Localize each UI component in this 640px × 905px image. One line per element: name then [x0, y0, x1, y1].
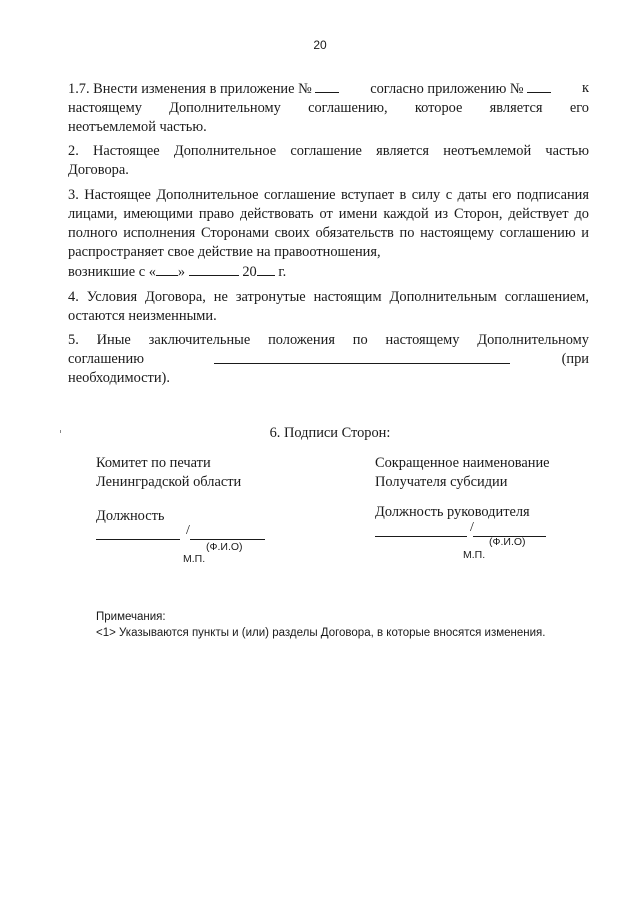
notes-title: Примечания:	[96, 611, 166, 623]
appendix-number-blank	[315, 79, 339, 93]
word: Иные	[96, 332, 131, 348]
date-prefix: возникшие с «	[68, 264, 156, 280]
page-number: 20	[313, 38, 327, 52]
paragraph-3	[68, 186, 589, 282]
paragraph-1-7-line1	[68, 79, 589, 99]
p17-text-b: согласно приложению №	[370, 81, 524, 97]
paragraph-5	[68, 331, 589, 388]
word: 5.	[68, 332, 79, 348]
month-blank	[189, 262, 239, 276]
p17-text-a: 1.7. Внести изменения в приложение №	[68, 81, 312, 97]
date-phrase	[68, 262, 286, 282]
paragraph-5-line3: необходимости).	[68, 370, 170, 386]
left-org-line1: Комитет по печати	[96, 455, 211, 471]
note-item: <1> Указываются пункты и (или) разделы Договора, в которые вносятся изменения.	[96, 627, 546, 639]
left-seal-label: М.П.	[183, 553, 206, 565]
left-signature-line	[96, 539, 180, 540]
appendix-ref-blank	[527, 79, 551, 93]
left-position-label: Должность	[96, 508, 165, 524]
right-org-line2: Получателя субсидии	[375, 474, 508, 490]
p17-text-c: к	[582, 80, 589, 96]
word: Дополнительному	[477, 332, 589, 348]
left-party-org	[96, 454, 241, 492]
word: соглашению,	[308, 100, 388, 116]
word: которое	[414, 100, 463, 116]
paragraph-3-text: 3. Настоящее Дополнительное соглашение вступает в силу с даты его подписания лицами, имеющими право действовать от имени каждой из Сторон, действует до полного исполнения Сторонами своих обязательств по настоящему соглашению и распространяет свое действие на правоотношения,	[68, 187, 589, 260]
date-mid: »	[177, 264, 186, 280]
right-seal-label: М.П.	[463, 549, 486, 561]
paragraph-1-7-line2	[68, 99, 589, 118]
paragraph-4: 4. Условия Договора, не затронутые настоящим Дополнительным соглашением, остаются неизменными.	[68, 289, 589, 324]
paragraph-5-line2	[68, 350, 589, 369]
left-fio-line	[190, 539, 265, 540]
word: его	[569, 100, 589, 116]
right-position-label: Должность руководителя	[375, 504, 530, 520]
right-signature-line	[375, 536, 467, 537]
right-signature-slash: /	[470, 520, 474, 535]
word: Дополнительному	[169, 100, 281, 116]
year-blank	[257, 262, 275, 276]
year-prefix: 20	[242, 264, 257, 280]
word: заключительные	[148, 332, 251, 348]
paragraph-1-7-line3: неотъемлемой частью.	[68, 119, 207, 135]
right-party-org	[375, 454, 550, 492]
right-fio-caption: (Ф.И.О)	[489, 536, 526, 548]
final-provisions-blank	[214, 350, 510, 364]
word: настоящему	[68, 100, 142, 116]
word: настоящему	[385, 332, 460, 348]
left-fio-caption: (Ф.И.О)	[206, 541, 243, 553]
notes	[96, 609, 545, 641]
day-blank	[156, 262, 178, 276]
word: положения	[268, 332, 335, 348]
left-org-line2: Ленинградской области	[96, 474, 242, 490]
word: по	[352, 332, 368, 348]
date-suffix: г.	[278, 264, 287, 280]
paragraph-5-line1	[68, 331, 589, 350]
paragraph-2: 2. Настоящее Дополнительное соглашение является неотъемлемой частью Договора.	[68, 143, 589, 178]
word: (при	[561, 351, 589, 367]
right-org-line1: Сокращенное наименование	[375, 455, 550, 471]
paragraph-1-7	[68, 79, 589, 137]
left-signature-slash: /	[186, 523, 190, 538]
word: соглашению	[68, 351, 144, 367]
word: является	[489, 100, 543, 116]
signatures-heading: 6. Подписи Сторон:	[269, 425, 391, 441]
